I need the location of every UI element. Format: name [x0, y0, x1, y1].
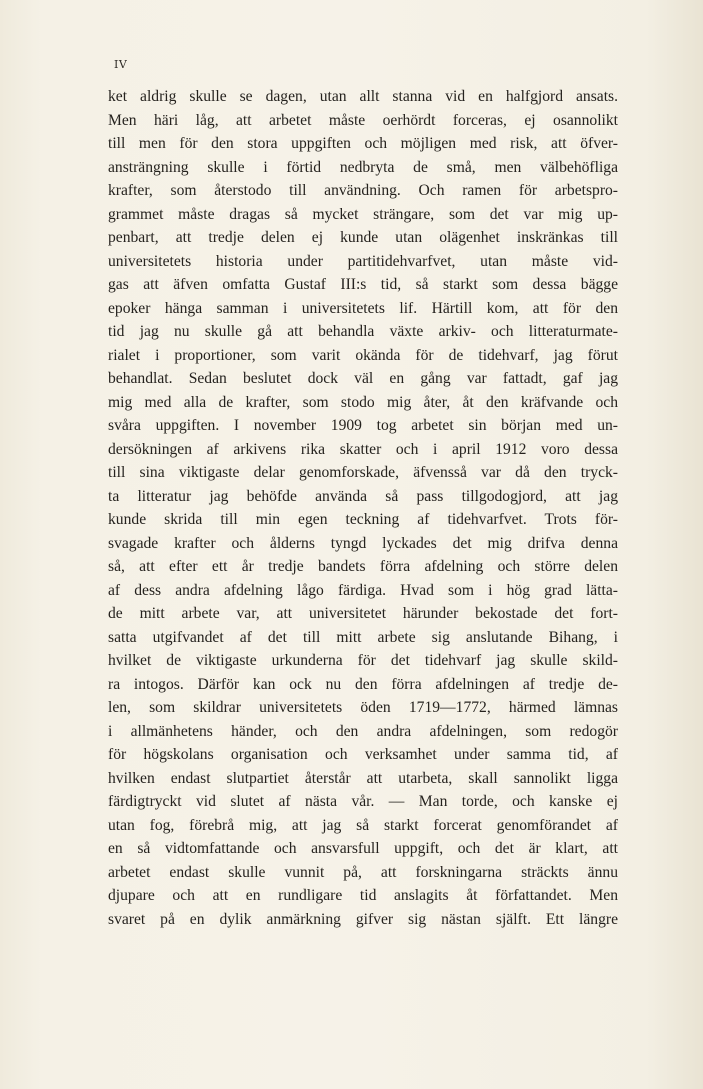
text-line: hvilket de viktigaste urkunderna för det tidehvarf jag skulle skild- — [108, 652, 618, 669]
text-line: gas att äfven omfatta Gustaf III:s tid, så starkt som dessa bägge — [108, 276, 618, 293]
text-line: ra intogos. Därför kan ock nu den förra afdelningen af tredje de- — [108, 675, 618, 693]
text-line: ansträngning skulle i förtid nedbryta de små, men välbehöfliga — [108, 158, 618, 176]
text-line: till men för den stora uppgiften och möjligen med risk, att öfver- — [108, 135, 618, 152]
text-line: utan fog, förebrå mig, att jag så starkt forcerat genomförandet af — [108, 816, 618, 834]
page-number: IV — [114, 58, 128, 71]
text-line: svåra uppgiften. I november 1909 tog arbetet sin början med un- — [108, 417, 618, 434]
text-line: de mitt arbete var, att universitetet härunder bekostade det fort- — [108, 605, 618, 622]
text-line: kunde skrida till min egen teckning af tidehvarfvet. Trots för- — [108, 511, 618, 528]
text-line: epoker hänga samman i universitetets lif. Härtill kom, att för den — [108, 299, 618, 317]
text-line: svagade krafter och ålderns tyngd lyckades det mig drifva denna — [108, 534, 618, 552]
text-line: så, att efter ett år tredje bandets förra afdelning och större delen — [108, 558, 618, 575]
text-line: hvilken endast slutpartiet återstår att utarbeta, skall sannolikt ligga — [108, 769, 618, 787]
text-line: penbart, att tredje delen ej kunde utan olägenhet inskränkas till — [108, 229, 618, 246]
text-line: universitetets historia under partitidehvarfvet, utan måste vid- — [108, 252, 618, 270]
text-line: krafter, som återstodo till användning. Och ramen för arbetspro- — [108, 182, 618, 199]
text-line: svaret på en dylik anmärkning gifver sig nästan själft. Ett längre — [108, 910, 618, 928]
body-text — [108, 85, 618, 931]
text-line: i allmänhetens händer, och den andra afdelningen, som redogör — [108, 722, 618, 740]
text-line: mig med alla de krafter, som stodo mig åter, åt den kräfvande och — [108, 393, 618, 411]
text-line: Men häri låg, att arbetet måste oerhördt forceras, ej osannolikt — [108, 111, 618, 129]
text-line: för högskolans organisation och verksamhet under samma tid, af — [108, 746, 618, 763]
text-line: till sina viktigaste delar genomforskade, äfvensså var då den tryck- — [108, 464, 618, 481]
text-line: len, som skildrar universitetets öden 1719—1772, härmed lämnas — [108, 699, 618, 716]
text-line: tid jag nu skulle gå att behandla växte arkiv- och litteraturmate- — [108, 323, 618, 340]
text-line: rialet i proportioner, som varit okända för de tidehvarf, jag förut — [108, 346, 618, 364]
text-line: djupare och att en rundligare tid anslagits åt författandet. Men — [108, 887, 618, 904]
text-line: behandlat. Sedan beslutet dock väl en gång var fattadt, gaf jag — [108, 370, 618, 387]
text-line: ket aldrig skulle se dagen, utan allt stanna vid en halfgjord ansats. — [108, 88, 618, 105]
text-line: arbetet endast skulle vunnit på, att forskningarna sträckts ännu — [108, 863, 618, 881]
text-line: ta litteratur jag behöfde använda så pass tillgodogjord, att jag — [108, 487, 618, 505]
text-line: grammet måste dragas så mycket strängare, som det var mig up- — [108, 205, 618, 223]
text-line: färdigtryckt vid slutet af nästa vår. — Man torde, och kanske ej — [108, 793, 618, 810]
text-line: dersökningen af arkivens rika skatter och i april 1912 voro dessa — [108, 440, 618, 458]
text-line: en så vidtomfattande och ansvarsfull uppgift, och det är klart, att — [108, 840, 618, 857]
text-line: af dess andra afdelning lågo färdiga. Hvad som i hög grad lätta- — [108, 581, 618, 599]
text-line: satta utgifvandet af det till mitt arbete sig anslutande Bihang, i — [108, 628, 618, 646]
